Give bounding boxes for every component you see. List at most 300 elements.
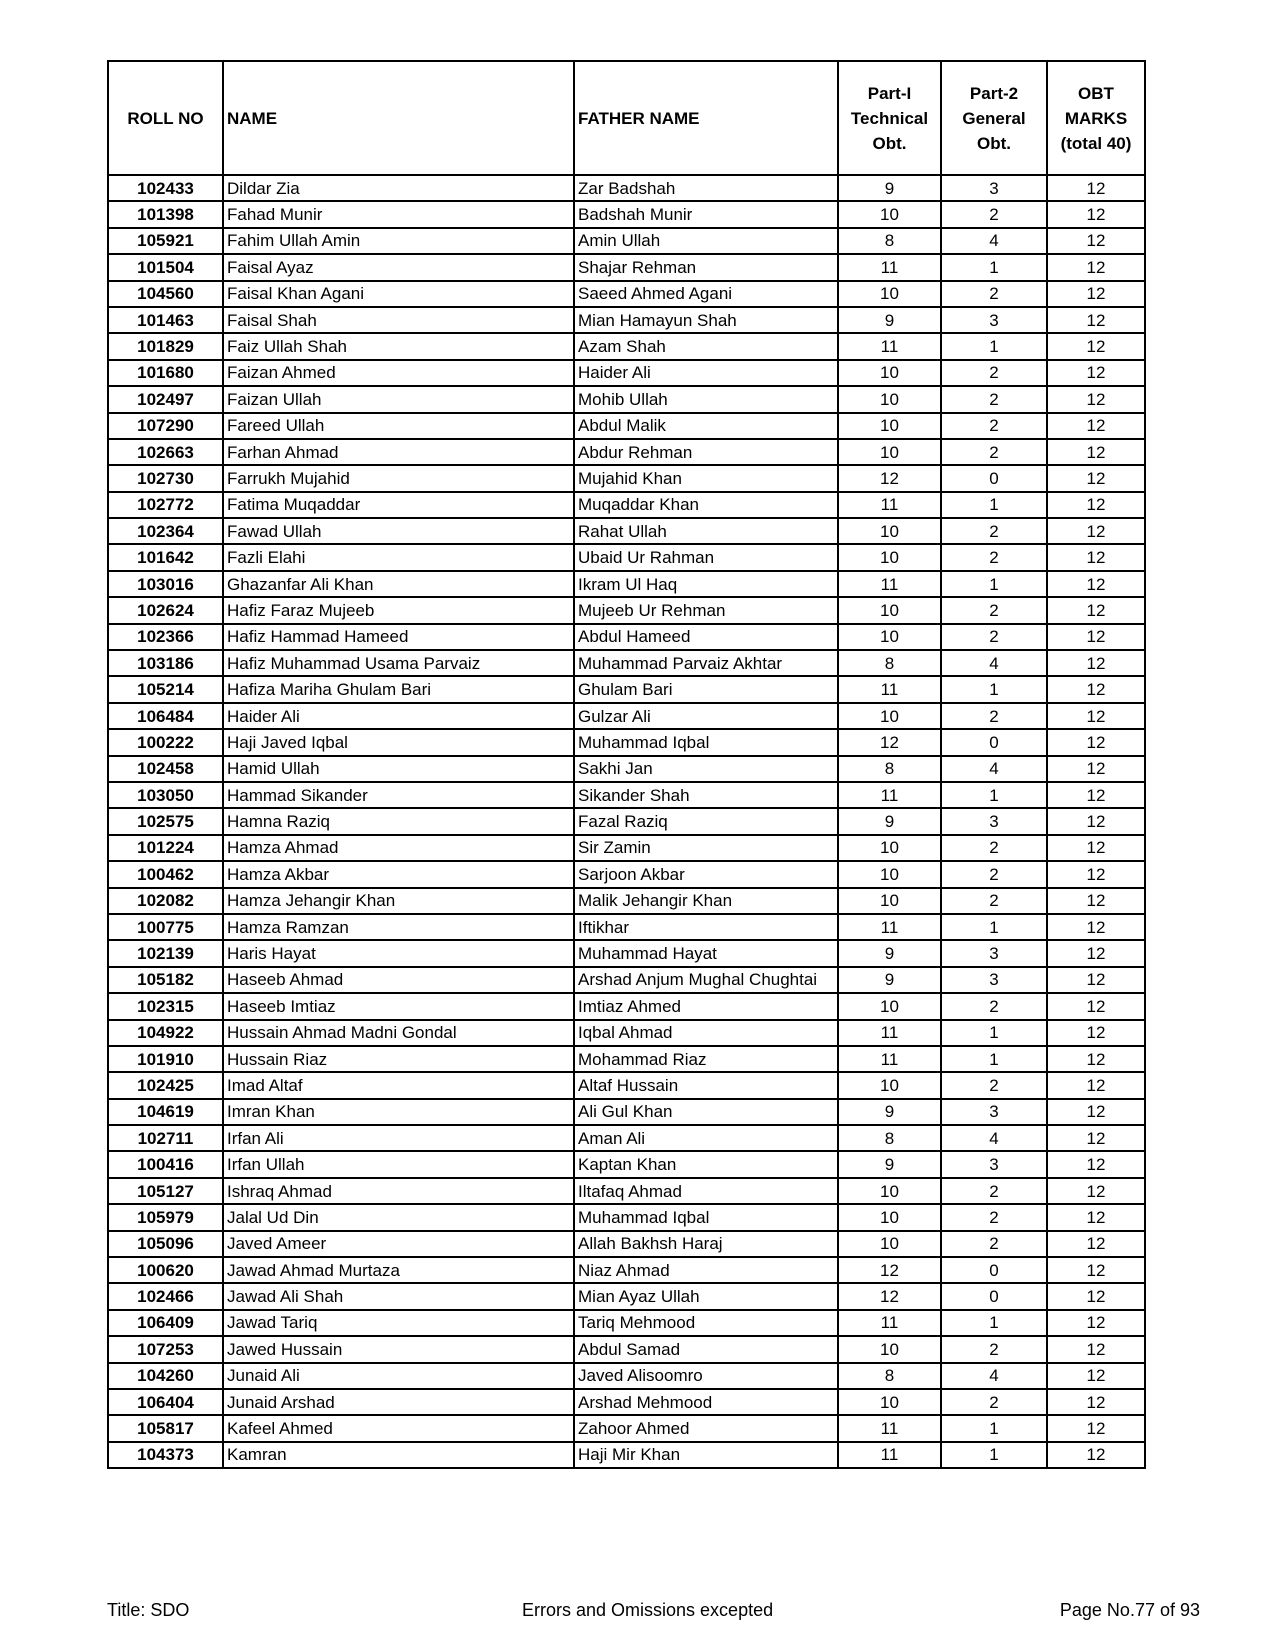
cell-roll-no: 102730 — [108, 465, 223, 491]
cell-roll-no: 104260 — [108, 1363, 223, 1389]
cell-part2-marks: 0 — [941, 1257, 1047, 1283]
cell-name: Haris Hayat — [223, 940, 574, 966]
cell-roll-no: 105182 — [108, 967, 223, 993]
cell-part2-marks: 2 — [941, 993, 1047, 1019]
cell-obt-marks: 12 — [1047, 1336, 1145, 1362]
cell-father-name: Haji Mir Khan — [574, 1442, 838, 1468]
cell-father-name: Muhammad Parvaiz Akhtar — [574, 650, 838, 676]
cell-part2-marks: 2 — [941, 1204, 1047, 1230]
cell-father-name: Kaptan Khan — [574, 1151, 838, 1177]
cell-name: Farhan Ahmad — [223, 439, 574, 465]
cell-father-name: Mohammad Riaz — [574, 1046, 838, 1072]
cell-roll-no: 106409 — [108, 1310, 223, 1336]
header-row — [108, 61, 1145, 175]
cell-father-name: Iltafaq Ahmad — [574, 1178, 838, 1204]
cell-part1-marks: 8 — [838, 1125, 941, 1151]
cell-name: Faiz Ullah Shah — [223, 333, 574, 359]
cell-obt-marks: 12 — [1047, 1125, 1145, 1151]
cell-roll-no: 104373 — [108, 1442, 223, 1468]
cell-father-name: Abdul Samad — [574, 1336, 838, 1362]
cell-name: Fahim Ullah Amin — [223, 228, 574, 254]
cell-father-name: Ghulam Bari — [574, 676, 838, 702]
header-part1-technical — [838, 61, 941, 175]
table-row — [108, 333, 1145, 359]
cell-part1-marks: 12 — [838, 1257, 941, 1283]
cell-name: Hafiz Hammad Hameed — [223, 624, 574, 650]
cell-obt-marks: 12 — [1047, 624, 1145, 650]
cell-obt-marks: 12 — [1047, 1151, 1145, 1177]
cell-name: Haseeb Ahmad — [223, 967, 574, 993]
cell-obt-marks: 12 — [1047, 1389, 1145, 1415]
table-row — [108, 1336, 1145, 1362]
header-line: MARKS — [1064, 108, 1128, 128]
cell-part2-marks: 3 — [941, 808, 1047, 834]
header-roll-no: ROLL NO — [108, 61, 223, 175]
cell-father-name: Iftikhar — [574, 914, 838, 940]
cell-part1-marks: 8 — [838, 228, 941, 254]
cell-obt-marks: 12 — [1047, 1072, 1145, 1098]
table-row — [108, 1442, 1145, 1468]
cell-roll-no: 101224 — [108, 835, 223, 861]
cell-father-name: Altaf Hussain — [574, 1072, 838, 1098]
cell-part1-marks: 8 — [838, 650, 941, 676]
cell-part2-marks: 2 — [941, 518, 1047, 544]
cell-part2-marks: 2 — [941, 1178, 1047, 1204]
cell-obt-marks: 12 — [1047, 544, 1145, 570]
cell-name: Fatima Muqaddar — [223, 492, 574, 518]
cell-part2-marks: 1 — [941, 676, 1047, 702]
cell-part2-marks: 1 — [941, 914, 1047, 940]
table-row — [108, 518, 1145, 544]
cell-name: Hussain Riaz — [223, 1046, 574, 1072]
cell-name: Faizan Ahmed — [223, 360, 574, 386]
cell-obt-marks: 12 — [1047, 465, 1145, 491]
cell-part1-marks: 11 — [838, 1415, 941, 1441]
cell-roll-no: 105214 — [108, 676, 223, 702]
table-row — [108, 254, 1145, 280]
cell-name: Haji Javed Iqbal — [223, 729, 574, 755]
cell-name: Dildar Zia — [223, 175, 574, 201]
cell-name: Faisal Shah — [223, 307, 574, 333]
cell-name: Hamza Ahmad — [223, 835, 574, 861]
cell-name: Farrukh Mujahid — [223, 465, 574, 491]
cell-father-name: Mujeeb Ur Rehman — [574, 597, 838, 623]
cell-father-name: Arshad Mehmood — [574, 1389, 838, 1415]
table-row — [108, 1310, 1145, 1336]
cell-obt-marks: 12 — [1047, 861, 1145, 887]
cell-part1-marks: 11 — [838, 492, 941, 518]
cell-obt-marks: 12 — [1047, 1257, 1145, 1283]
cell-obt-marks: 12 — [1047, 413, 1145, 439]
table-row — [108, 571, 1145, 597]
table-row — [108, 175, 1145, 201]
cell-part1-marks: 11 — [838, 1020, 941, 1046]
cell-part2-marks: 0 — [941, 729, 1047, 755]
cell-father-name: Abdul Hameed — [574, 624, 838, 650]
cell-roll-no: 101680 — [108, 360, 223, 386]
cell-roll-no: 106484 — [108, 703, 223, 729]
cell-part1-marks: 9 — [838, 307, 941, 333]
cell-part1-marks: 10 — [838, 888, 941, 914]
table-row — [108, 1389, 1145, 1415]
cell-part1-marks: 11 — [838, 254, 941, 280]
cell-part2-marks: 2 — [941, 544, 1047, 570]
cell-obt-marks: 12 — [1047, 940, 1145, 966]
cell-part2-marks: 2 — [941, 624, 1047, 650]
table-row — [108, 1204, 1145, 1230]
cell-obt-marks: 12 — [1047, 1442, 1145, 1468]
cell-obt-marks: 12 — [1047, 201, 1145, 227]
cell-obt-marks: 12 — [1047, 729, 1145, 755]
cell-part2-marks: 2 — [941, 439, 1047, 465]
cell-name: Jawad Ahmad Murtaza — [223, 1257, 574, 1283]
cell-roll-no: 102433 — [108, 175, 223, 201]
table-body — [108, 175, 1145, 1468]
cell-part2-marks: 1 — [941, 492, 1047, 518]
cell-roll-no: 101910 — [108, 1046, 223, 1072]
cell-roll-no: 104922 — [108, 1020, 223, 1046]
cell-father-name: Aman Ali — [574, 1125, 838, 1151]
cell-part2-marks: 1 — [941, 1310, 1047, 1336]
cell-obt-marks: 12 — [1047, 914, 1145, 940]
table-row — [108, 360, 1145, 386]
cell-part1-marks: 12 — [838, 729, 941, 755]
table-row — [108, 201, 1145, 227]
page-footer — [107, 1600, 1200, 1626]
cell-name: Hamza Ramzan — [223, 914, 574, 940]
table-row — [108, 1283, 1145, 1309]
cell-obt-marks: 12 — [1047, 650, 1145, 676]
cell-roll-no: 102139 — [108, 940, 223, 966]
table-row — [108, 1231, 1145, 1257]
cell-roll-no: 106404 — [108, 1389, 223, 1415]
cell-obt-marks: 12 — [1047, 1204, 1145, 1230]
table-row — [108, 597, 1145, 623]
cell-name: Ghazanfar Ali Khan — [223, 571, 574, 597]
table-row — [108, 861, 1145, 887]
cell-father-name: Sakhi Jan — [574, 756, 838, 782]
cell-obt-marks: 12 — [1047, 967, 1145, 993]
cell-father-name: Zahoor Ahmed — [574, 1415, 838, 1441]
cell-part2-marks: 3 — [941, 307, 1047, 333]
cell-father-name: Sir Zamin — [574, 835, 838, 861]
cell-part1-marks: 9 — [838, 940, 941, 966]
cell-name: Ishraq Ahmad — [223, 1178, 574, 1204]
cell-father-name: Muhammad Iqbal — [574, 729, 838, 755]
cell-part1-marks: 9 — [838, 967, 941, 993]
cell-father-name: Niaz Ahmad — [574, 1257, 838, 1283]
cell-part2-marks: 2 — [941, 1072, 1047, 1098]
cell-father-name: Mian Hamayun Shah — [574, 307, 838, 333]
table-row — [108, 729, 1145, 755]
cell-name: Haseeb Imtiaz — [223, 993, 574, 1019]
cell-father-name: Sikander Shah — [574, 782, 838, 808]
cell-part1-marks: 10 — [838, 993, 941, 1019]
cell-part2-marks: 1 — [941, 1046, 1047, 1072]
cell-part2-marks: 4 — [941, 228, 1047, 254]
cell-obt-marks: 12 — [1047, 703, 1145, 729]
cell-roll-no: 102624 — [108, 597, 223, 623]
cell-father-name: Arshad Anjum Mughal Chughtai — [574, 967, 838, 993]
cell-obt-marks: 12 — [1047, 1178, 1145, 1204]
cell-father-name: Muqaddar Khan — [574, 492, 838, 518]
cell-father-name: Gulzar Ali — [574, 703, 838, 729]
cell-part2-marks: 4 — [941, 756, 1047, 782]
cell-part1-marks: 9 — [838, 1099, 941, 1125]
cell-father-name: Muhammad Hayat — [574, 940, 838, 966]
cell-part2-marks: 1 — [941, 571, 1047, 597]
cell-name: Imad Altaf — [223, 1072, 574, 1098]
table-row — [108, 756, 1145, 782]
header-obt-marks — [1047, 61, 1145, 175]
cell-obt-marks: 12 — [1047, 333, 1145, 359]
table-row — [108, 439, 1145, 465]
cell-father-name: Abdul Malik — [574, 413, 838, 439]
table-row — [108, 1020, 1145, 1046]
cell-name: Jawad Tariq — [223, 1310, 574, 1336]
cell-obt-marks: 12 — [1047, 360, 1145, 386]
cell-part1-marks: 9 — [838, 1151, 941, 1177]
cell-part1-marks: 11 — [838, 1310, 941, 1336]
table-row — [108, 940, 1145, 966]
cell-part1-marks: 11 — [838, 571, 941, 597]
cell-name: Hafiz Faraz Mujeeb — [223, 597, 574, 623]
table-row — [108, 1072, 1145, 1098]
cell-obt-marks: 12 — [1047, 1363, 1145, 1389]
cell-part2-marks: 2 — [941, 861, 1047, 887]
cell-part1-marks: 10 — [838, 624, 941, 650]
cell-part2-marks: 2 — [941, 201, 1047, 227]
cell-roll-no: 104560 — [108, 281, 223, 307]
cell-name: Jawad Ali Shah — [223, 1283, 574, 1309]
cell-name: Hafiza Mariha Ghulam Bari — [223, 676, 574, 702]
cell-obt-marks: 12 — [1047, 888, 1145, 914]
cell-name: Kamran — [223, 1442, 574, 1468]
cell-part2-marks: 2 — [941, 1336, 1047, 1362]
cell-roll-no: 100620 — [108, 1257, 223, 1283]
cell-obt-marks: 12 — [1047, 386, 1145, 412]
cell-part1-marks: 11 — [838, 1046, 941, 1072]
cell-roll-no: 100462 — [108, 861, 223, 887]
cell-part2-marks: 0 — [941, 1283, 1047, 1309]
cell-name: Hamid Ullah — [223, 756, 574, 782]
cell-part1-marks: 10 — [838, 1072, 941, 1098]
table-row — [108, 1151, 1145, 1177]
table-row — [108, 386, 1145, 412]
cell-part2-marks: 2 — [941, 360, 1047, 386]
table-row — [108, 808, 1145, 834]
cell-part1-marks: 10 — [838, 1336, 941, 1362]
cell-father-name: Ikram Ul Haq — [574, 571, 838, 597]
cell-roll-no: 103186 — [108, 650, 223, 676]
cell-obt-marks: 12 — [1047, 175, 1145, 201]
header-line: Obt. — [977, 133, 1011, 153]
cell-obt-marks: 12 — [1047, 492, 1145, 518]
cell-father-name: Sarjoon Akbar — [574, 861, 838, 887]
cell-obt-marks: 12 — [1047, 808, 1145, 834]
cell-part1-marks: 11 — [838, 782, 941, 808]
header-line: OBT — [1078, 83, 1114, 103]
cell-part1-marks: 10 — [838, 861, 941, 887]
cell-part1-marks: 12 — [838, 1283, 941, 1309]
table-row — [108, 307, 1145, 333]
cell-roll-no: 107290 — [108, 413, 223, 439]
cell-part1-marks: 9 — [838, 808, 941, 834]
cell-part2-marks: 1 — [941, 782, 1047, 808]
cell-roll-no: 101398 — [108, 201, 223, 227]
cell-obt-marks: 12 — [1047, 1283, 1145, 1309]
cell-part2-marks: 3 — [941, 967, 1047, 993]
footer-page-number: Page No.77 of 93 — [1059, 1600, 1200, 1620]
cell-father-name: Imtiaz Ahmed — [574, 993, 838, 1019]
cell-roll-no: 101829 — [108, 333, 223, 359]
cell-obt-marks: 12 — [1047, 281, 1145, 307]
cell-obt-marks: 12 — [1047, 1231, 1145, 1257]
table-row — [108, 782, 1145, 808]
cell-part1-marks: 10 — [838, 518, 941, 544]
cell-roll-no: 100416 — [108, 1151, 223, 1177]
cell-name: Jalal Ud Din — [223, 1204, 574, 1230]
cell-roll-no: 103016 — [108, 571, 223, 597]
cell-father-name: Mohib Ullah — [574, 386, 838, 412]
cell-part1-marks: 10 — [838, 1389, 941, 1415]
cell-roll-no: 105817 — [108, 1415, 223, 1441]
table-row — [108, 703, 1145, 729]
cell-name: Hammad Sikander — [223, 782, 574, 808]
cell-obt-marks: 12 — [1047, 993, 1145, 1019]
cell-name: Junaid Arshad — [223, 1389, 574, 1415]
results-table — [107, 60, 1146, 1469]
table-row — [108, 1178, 1145, 1204]
cell-roll-no: 102366 — [108, 624, 223, 650]
cell-part1-marks: 10 — [838, 835, 941, 861]
cell-roll-no: 105096 — [108, 1231, 223, 1257]
cell-roll-no: 105127 — [108, 1178, 223, 1204]
cell-name: Fawad Ullah — [223, 518, 574, 544]
table-row — [108, 993, 1145, 1019]
cell-father-name: Tariq Mehmood — [574, 1310, 838, 1336]
footer-notice: Errors and Omissions excepted — [522, 1600, 774, 1620]
cell-father-name: Azam Shah — [574, 333, 838, 359]
cell-obt-marks: 12 — [1047, 518, 1145, 544]
cell-part1-marks: 10 — [838, 703, 941, 729]
cell-part1-marks: 10 — [838, 386, 941, 412]
cell-roll-no: 102575 — [108, 808, 223, 834]
table-row — [108, 465, 1145, 491]
cell-father-name: Malik Jehangir Khan — [574, 888, 838, 914]
cell-name: Fareed Ullah — [223, 413, 574, 439]
cell-name: Faizan Ullah — [223, 386, 574, 412]
cell-part1-marks: 12 — [838, 465, 941, 491]
header-part2-general — [941, 61, 1047, 175]
header-line: Technical — [850, 108, 929, 128]
cell-name: Fazli Elahi — [223, 544, 574, 570]
table-row — [108, 1046, 1145, 1072]
cell-roll-no: 107253 — [108, 1336, 223, 1362]
cell-part2-marks: 4 — [941, 650, 1047, 676]
cell-part2-marks: 4 — [941, 1125, 1047, 1151]
cell-obt-marks: 12 — [1047, 571, 1145, 597]
cell-roll-no: 102082 — [108, 888, 223, 914]
table-row — [108, 1125, 1145, 1151]
table-row — [108, 676, 1145, 702]
cell-part2-marks: 2 — [941, 1389, 1047, 1415]
cell-roll-no: 102711 — [108, 1125, 223, 1151]
cell-name: Hamza Akbar — [223, 861, 574, 887]
cell-part1-marks: 9 — [838, 175, 941, 201]
cell-roll-no: 102458 — [108, 756, 223, 782]
header-name: NAME — [223, 61, 574, 175]
cell-father-name: Badshah Munir — [574, 201, 838, 227]
cell-obt-marks: 12 — [1047, 307, 1145, 333]
cell-part2-marks: 1 — [941, 1442, 1047, 1468]
table-row — [108, 492, 1145, 518]
cell-part1-marks: 11 — [838, 914, 941, 940]
cell-part1-marks: 10 — [838, 360, 941, 386]
cell-father-name: Allah Bakhsh Haraj — [574, 1231, 838, 1257]
cell-roll-no: 104619 — [108, 1099, 223, 1125]
cell-part2-marks: 3 — [941, 1099, 1047, 1125]
cell-part1-marks: 11 — [838, 1442, 941, 1468]
header-line: Part-I — [867, 83, 912, 103]
cell-part2-marks: 2 — [941, 413, 1047, 439]
cell-part1-marks: 8 — [838, 756, 941, 782]
cell-roll-no: 102466 — [108, 1283, 223, 1309]
cell-father-name: Rahat Ullah — [574, 518, 838, 544]
cell-part2-marks: 1 — [941, 333, 1047, 359]
cell-part1-marks: 10 — [838, 281, 941, 307]
cell-father-name: Muhammad Iqbal — [574, 1204, 838, 1230]
cell-roll-no: 101504 — [108, 254, 223, 280]
cell-father-name: Saeed Ahmed Agani — [574, 281, 838, 307]
cell-father-name: Amin Ullah — [574, 228, 838, 254]
cell-roll-no: 102364 — [108, 518, 223, 544]
cell-part1-marks: 10 — [838, 597, 941, 623]
cell-part2-marks: 2 — [941, 1231, 1047, 1257]
cell-part1-marks: 10 — [838, 1204, 941, 1230]
table-row — [108, 1363, 1145, 1389]
cell-father-name: Ali Gul Khan — [574, 1099, 838, 1125]
cell-roll-no: 101463 — [108, 307, 223, 333]
table-row — [108, 835, 1145, 861]
cell-part1-marks: 8 — [838, 1363, 941, 1389]
table-row — [108, 1257, 1145, 1283]
cell-name: Hamna Raziq — [223, 808, 574, 834]
table-row — [108, 967, 1145, 993]
cell-name: Irfan Ali — [223, 1125, 574, 1151]
cell-part2-marks: 2 — [941, 281, 1047, 307]
cell-father-name: Haider Ali — [574, 360, 838, 386]
table-row — [108, 544, 1145, 570]
cell-part2-marks: 3 — [941, 940, 1047, 966]
cell-obt-marks: 12 — [1047, 1310, 1145, 1336]
cell-part1-marks: 10 — [838, 439, 941, 465]
cell-name: Junaid Ali — [223, 1363, 574, 1389]
cell-part2-marks: 4 — [941, 1363, 1047, 1389]
table-row — [108, 650, 1145, 676]
cell-part1-marks: 11 — [838, 676, 941, 702]
header-line: Obt. — [872, 133, 907, 153]
cell-part2-marks: 0 — [941, 465, 1047, 491]
cell-father-name: Mujahid Khan — [574, 465, 838, 491]
table-row — [108, 624, 1145, 650]
table-row — [108, 1415, 1145, 1441]
cell-father-name: Ubaid Ur Rahman — [574, 544, 838, 570]
cell-obt-marks: 12 — [1047, 1099, 1145, 1125]
cell-part2-marks: 2 — [941, 703, 1047, 729]
cell-name: Kafeel Ahmed — [223, 1415, 574, 1441]
header-father-name: FATHER NAME — [574, 61, 838, 175]
